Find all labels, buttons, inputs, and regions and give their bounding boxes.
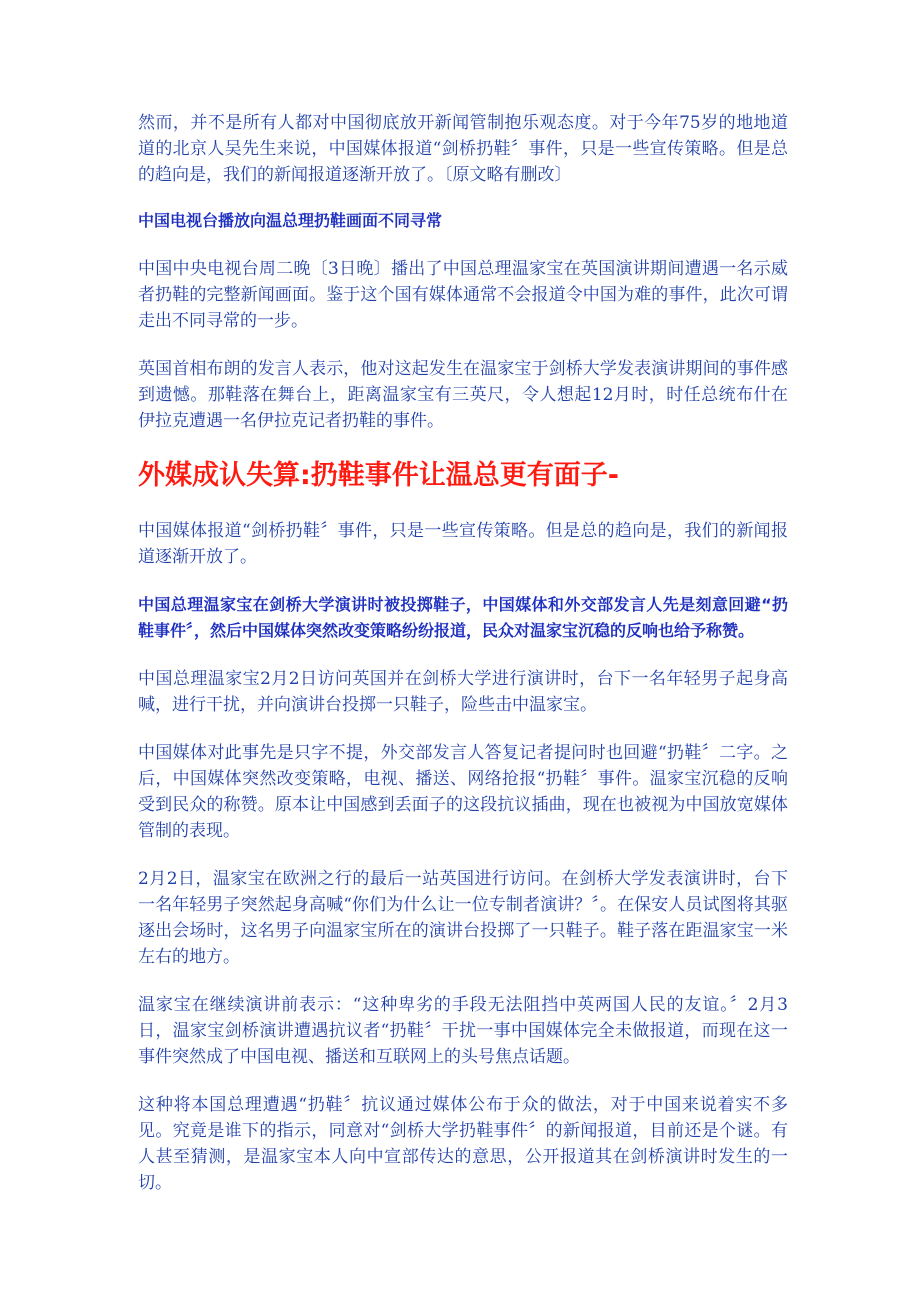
article-headline: 外媒成认失算:扔鞋事件让温总更有面子- [138,460,620,491]
paragraph-9: 这种将本国总理遭遇“扔鞋〞抗议通过媒体公布于众的做法，对于中国来说着实不多见。究竟是谁下的指示，同意对“剑桥大学扔鞋事件〞的新闻报道，目前还是个谜。有人甚至猜测，是温家宝本人向中宣部传达的意思，公开报道其在剑桥演讲时发生的一切。 [138,1095,788,1193]
paragraph-7: 2月2日，温家宝在欧洲之行的最后一站英国进行访问。在剑桥大学发表演讲时，台下一名年轻男子突然起身高喊“你们为什么让一位专制者演讲？〞。在保安人员试图将其驱逐出会场时，这名男子向温家宝所在的演讲台投掷了一只鞋子。鞋子落在距温家宝一米左右的地方。 [138,869,788,967]
paragraph-6: 中国媒体对此事先是只字不提，外交部发言人答复记者提问时也回避“扔鞋〞二字。之后，中国媒体突然改变策略，电视、播送、网络抢报“扔鞋〞事件。温家宝沉稳的反响受到民众的称赞。原本让中国感到丢面子的这段抗议插曲，现在也被视为中国放宽媒体管制的表现。 [138,743,788,841]
paragraph-3: 英国首相布朗的发言人表示，他对这起发生在温家宝于剑桥大学发表演讲期间的事件感到遗憾。那鞋落在舞台上，距离温家宝有三英尺，令人想起12月时，时任总统布什在伊拉克遭遇一名伊拉克记者扔鞋的事件。 [138,359,788,431]
section-subheading: 中国电视台播放向温总理扔鞋画面不同寻常 [138,211,443,230]
paragraph-1: 然而，并不是所有人都对中国彻底放开新闻管制抱乐观态度。对于今年75岁的地地道道的北京人吴先生来说，中国媒体报道“剑桥扔鞋〞事件，只是一些宣传策略。但是总的趋向是，我们的新闻报道逐渐开放了。〔原文略有删改〕 [138,113,788,185]
lead-paragraph: 中国总理温家宝在剑桥大学演讲时被投掷鞋子，中国媒体和外交部发言人先是刻意回避“扔鞋事件〞，然后中国媒体突然改变策略纷纷报道，民众对温家宝沉稳的反响也给予称赞。 [138,595,788,640]
paragraph-2: 中国中央电视台周二晚〔3日晚〕播出了中国总理温家宝在英国演讲期间遭遇一名示威者扔鞋的完整新闻画面。鉴于这个国有媒体通常不会报道令中国为难的事件，此次可谓走出不同寻常的一步。 [138,259,788,331]
article [138,110,788,1218]
paragraph-4: 中国媒体报道“剑桥扔鞋〞事件，只是一些宣传策略。但是总的趋向是，我们的新闻报道逐渐开放了。 [138,521,788,567]
paragraph-8: 温家宝在继续演讲前表示：“这种卑劣的手段无法阻挡中英两国人民的友谊。〞2月3日，温家宝剑桥演讲遭遇抗议者“扔鞋〞干扰一事中国媒体完全未做报道，而现在这一事件突然成了中国电视、播送和互联网上的头号焦点话题。 [138,995,788,1067]
paragraph-5: 中国总理温家宝2月2日访问英国并在剑桥大学进行演讲时，台下一名年轻男子起身高喊，进行干扰，并向演讲台投掷一只鞋子，险些击中温家宝。 [138,669,788,715]
